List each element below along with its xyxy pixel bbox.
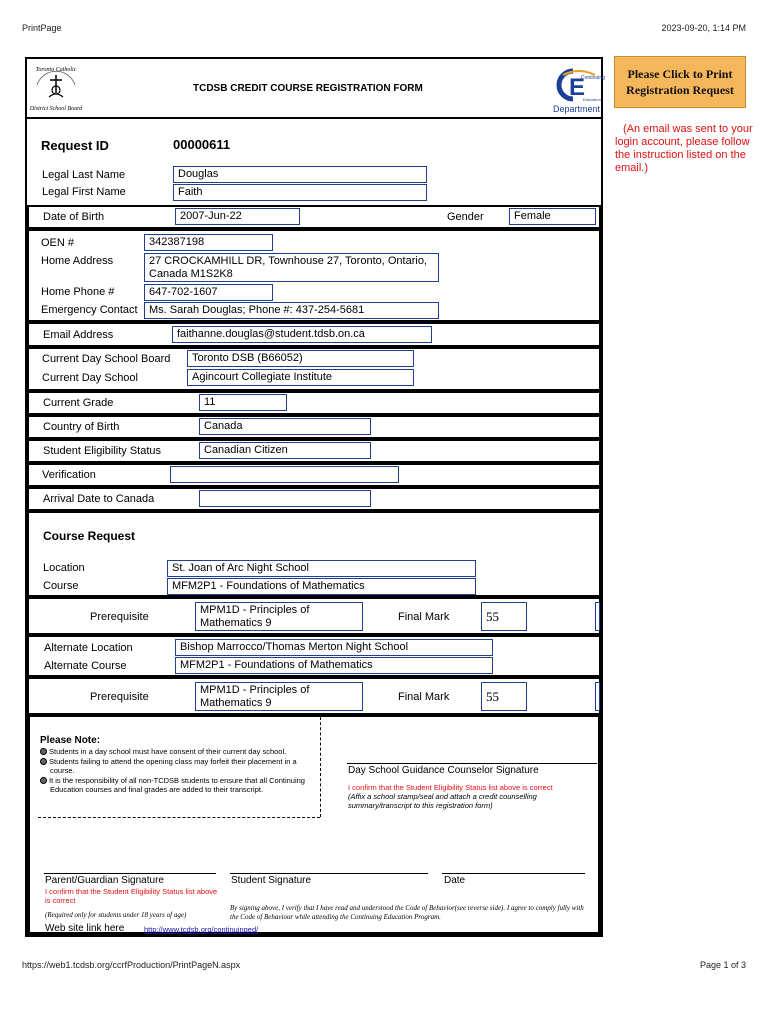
alternate-prerequisite-section	[27, 677, 601, 715]
alternate-final-mark-label: Final Mark	[398, 691, 450, 703]
request-id-value: 00000611	[173, 137, 231, 152]
note-item	[40, 757, 316, 775]
first-name-field[interactable]: Faith	[173, 184, 427, 201]
home-address-label: Home Address	[41, 255, 114, 267]
svg-text:E: E	[569, 74, 586, 101]
course-request-section	[27, 511, 601, 597]
final-mark-field[interactable]: 55	[481, 602, 527, 631]
grade-section	[27, 391, 601, 415]
print-timestamp: 2023-09-20, 1:14 PM	[661, 23, 746, 33]
oen-field[interactable]: 342387198	[144, 234, 273, 251]
oen-label: OEN #	[41, 237, 75, 249]
tcdsb-logo	[31, 63, 81, 113]
eligibility-field[interactable]: Canadian Citizen	[199, 442, 371, 459]
current-grade-label: Current Grade	[43, 397, 114, 409]
email-section	[27, 322, 601, 347]
print-button-label: Please Click to Print Registration Request	[626, 67, 734, 97]
svg-text:District School Board: District School Board	[29, 106, 83, 112]
svg-text:Toronto Catholic: Toronto Catholic	[35, 67, 77, 73]
school-section	[27, 347, 601, 391]
form-header	[27, 59, 605, 119]
request-section	[27, 119, 601, 205]
notes-signature-section	[27, 715, 601, 935]
bullet-icon	[40, 748, 47, 755]
arrival-date-label: Arrival Date to Canada	[43, 493, 155, 505]
email-sent-note: (An email was sent to your login account, please follow the instruction listed on the email.)	[615, 123, 753, 174]
bullet-icon	[40, 758, 47, 765]
notes-block	[40, 735, 316, 794]
contact-section	[27, 229, 601, 322]
arrival-date-field[interactable]	[199, 490, 371, 507]
course-request-title: Course Request	[43, 529, 136, 543]
last-name-label: Legal Last Name	[42, 169, 126, 181]
location-label: Location	[43, 562, 85, 574]
verification-field[interactable]	[170, 466, 399, 483]
day-school-field[interactable]: Agincourt Collegiate Institute	[187, 369, 414, 386]
country-section	[27, 415, 601, 439]
prerequisite-section	[27, 597, 601, 635]
parent-confirm-text: I confirm that the Student Eligibility Status list above is correct	[45, 887, 218, 905]
date-label: Date	[444, 875, 466, 886]
parent-signature-label: Parent/Guardian Signature	[45, 875, 164, 886]
ce-logo-department: Department	[553, 104, 601, 114]
final-mark-label: Final Mark	[398, 611, 450, 623]
form-title: TCDSB CREDIT COURSE REGISTRATION FORM	[193, 83, 423, 94]
alternate-prerequisite-field[interactable]: MPM1D - Principles of Mathematics 9	[195, 682, 363, 711]
note-item	[40, 747, 316, 756]
final-mark-extra-box	[595, 602, 600, 631]
counselor-affix-note: (Affix a school stamp/seal and attach a credit counselling summary/transcript to this registration form)	[348, 792, 537, 810]
parent-signature-line	[44, 873, 216, 874]
alternate-location-field[interactable]: Bishop Marrocco/Thomas Merton Night School	[175, 639, 493, 656]
emergency-contact-label: Emergency Contact	[41, 304, 138, 316]
email-field[interactable]: faithanne.douglas@student.tdsb.on.ca	[172, 326, 432, 343]
note-item-text: Students failing to attend the opening class may forfeit their placement in a course.	[49, 757, 297, 775]
dob-field[interactable]: 2007-Jun-22	[175, 208, 300, 225]
notes-title: Please Note:	[40, 735, 101, 746]
svg-text:Continuing: Continuing	[581, 75, 605, 81]
note-item	[40, 776, 316, 794]
website-link[interactable]: http://www.tcdsb.org/continuinged/	[144, 925, 259, 934]
emergency-contact-field[interactable]: Ms. Sarah Douglas; Phone #: 437-254-5681	[144, 302, 439, 319]
registration-form	[25, 57, 603, 937]
print-url: https://web1.tcdsb.org/ccrfProduction/PrintPageN.aspx	[22, 960, 241, 970]
prerequisite-label: Prerequisite	[90, 611, 149, 623]
alternate-final-mark-field[interactable]: 55	[481, 682, 527, 711]
alternate-location-label: Alternate Location	[44, 642, 133, 654]
gender-field[interactable]: Female	[509, 208, 596, 225]
parent-required-note: (Required only for students under 18 years of age)	[45, 911, 187, 919]
country-of-birth-label: Country of Birth	[43, 421, 120, 433]
home-phone-field[interactable]: 647-702-1607	[144, 284, 273, 301]
current-grade-field[interactable]: 11	[199, 394, 287, 411]
eligibility-section	[27, 439, 601, 463]
counselor-signature-label: Day School Guidance Counselor Signature	[348, 765, 539, 776]
alternate-section	[27, 635, 601, 677]
arrival-section	[27, 487, 601, 511]
last-name-field[interactable]: Douglas	[173, 166, 427, 183]
alternate-final-mark-extra-box	[595, 682, 600, 711]
student-signature-label: Student Signature	[231, 875, 312, 886]
day-school-board-field[interactable]: Toronto DSB (B66052)	[187, 350, 414, 367]
email-label: Email Address	[43, 329, 114, 341]
eligibility-label: Student Eligibility Status	[43, 445, 162, 457]
location-field[interactable]: St. Joan of Arc Night School	[167, 560, 476, 577]
bullet-icon	[40, 777, 47, 784]
note-item-text: Students in a day school must have consent of their current day school.	[49, 747, 287, 756]
gender-label: Gender	[447, 211, 484, 223]
request-id-label: Request ID	[41, 138, 109, 153]
notes-divider-vertical	[320, 717, 321, 817]
alternate-course-label: Alternate Course	[44, 660, 127, 672]
student-signature-line	[230, 873, 428, 874]
print-page-title: PrintPage	[22, 23, 62, 33]
day-school-label: Current Day School	[42, 372, 138, 384]
alternate-prerequisite-label: Prerequisite	[90, 691, 149, 703]
country-of-birth-field[interactable]: Canada	[199, 418, 371, 435]
course-field[interactable]: MFM2P1 - Foundations of Mathematics	[167, 578, 476, 595]
svg-text:Education: Education	[583, 97, 601, 102]
notes-divider-horizontal	[38, 817, 320, 818]
code-of-behaviour-agreement: By signing above, I verify that I have read and understood the Code of Behavior(see reverse side). I agree to comply fully with the Code of Behaviour while attending the Continuing Education Program.	[230, 904, 584, 921]
verification-label: Verification	[42, 469, 96, 481]
note-item-text: It is the responsibility of all non-TCDSB students to ensure that all Continuing Education courses and final grades are added to their transcript.	[49, 776, 305, 794]
print-page-number: Page 1 of 3	[699, 960, 746, 970]
dob-label: Date of Birth	[43, 211, 105, 223]
counselor-signature-line	[347, 763, 597, 764]
ce-logo	[549, 65, 605, 115]
home-phone-label: Home Phone #	[41, 286, 115, 298]
prerequisite-field[interactable]: MPM1D - Principles of Mathematics 9	[195, 602, 363, 631]
day-school-board-label: Current Day School Board	[42, 353, 171, 365]
home-address-field[interactable]: 27 CROCKAMHILL DR, Townhouse 27, Toronto, Ontario, Canada M1S2K8	[144, 253, 439, 282]
verification-section	[27, 463, 601, 487]
course-label: Course	[43, 580, 79, 592]
first-name-label: Legal First Name	[42, 186, 126, 198]
website-label: Web site link here	[45, 923, 125, 934]
date-line	[442, 873, 585, 874]
print-registration-button[interactable]	[614, 56, 746, 108]
counselor-confirm-text: I confirm that the Student Eligibility Status list above is correct	[348, 783, 553, 792]
dob-section	[27, 205, 601, 229]
alternate-course-field[interactable]: MFM2P1 - Foundations of Mathematics	[175, 657, 493, 674]
